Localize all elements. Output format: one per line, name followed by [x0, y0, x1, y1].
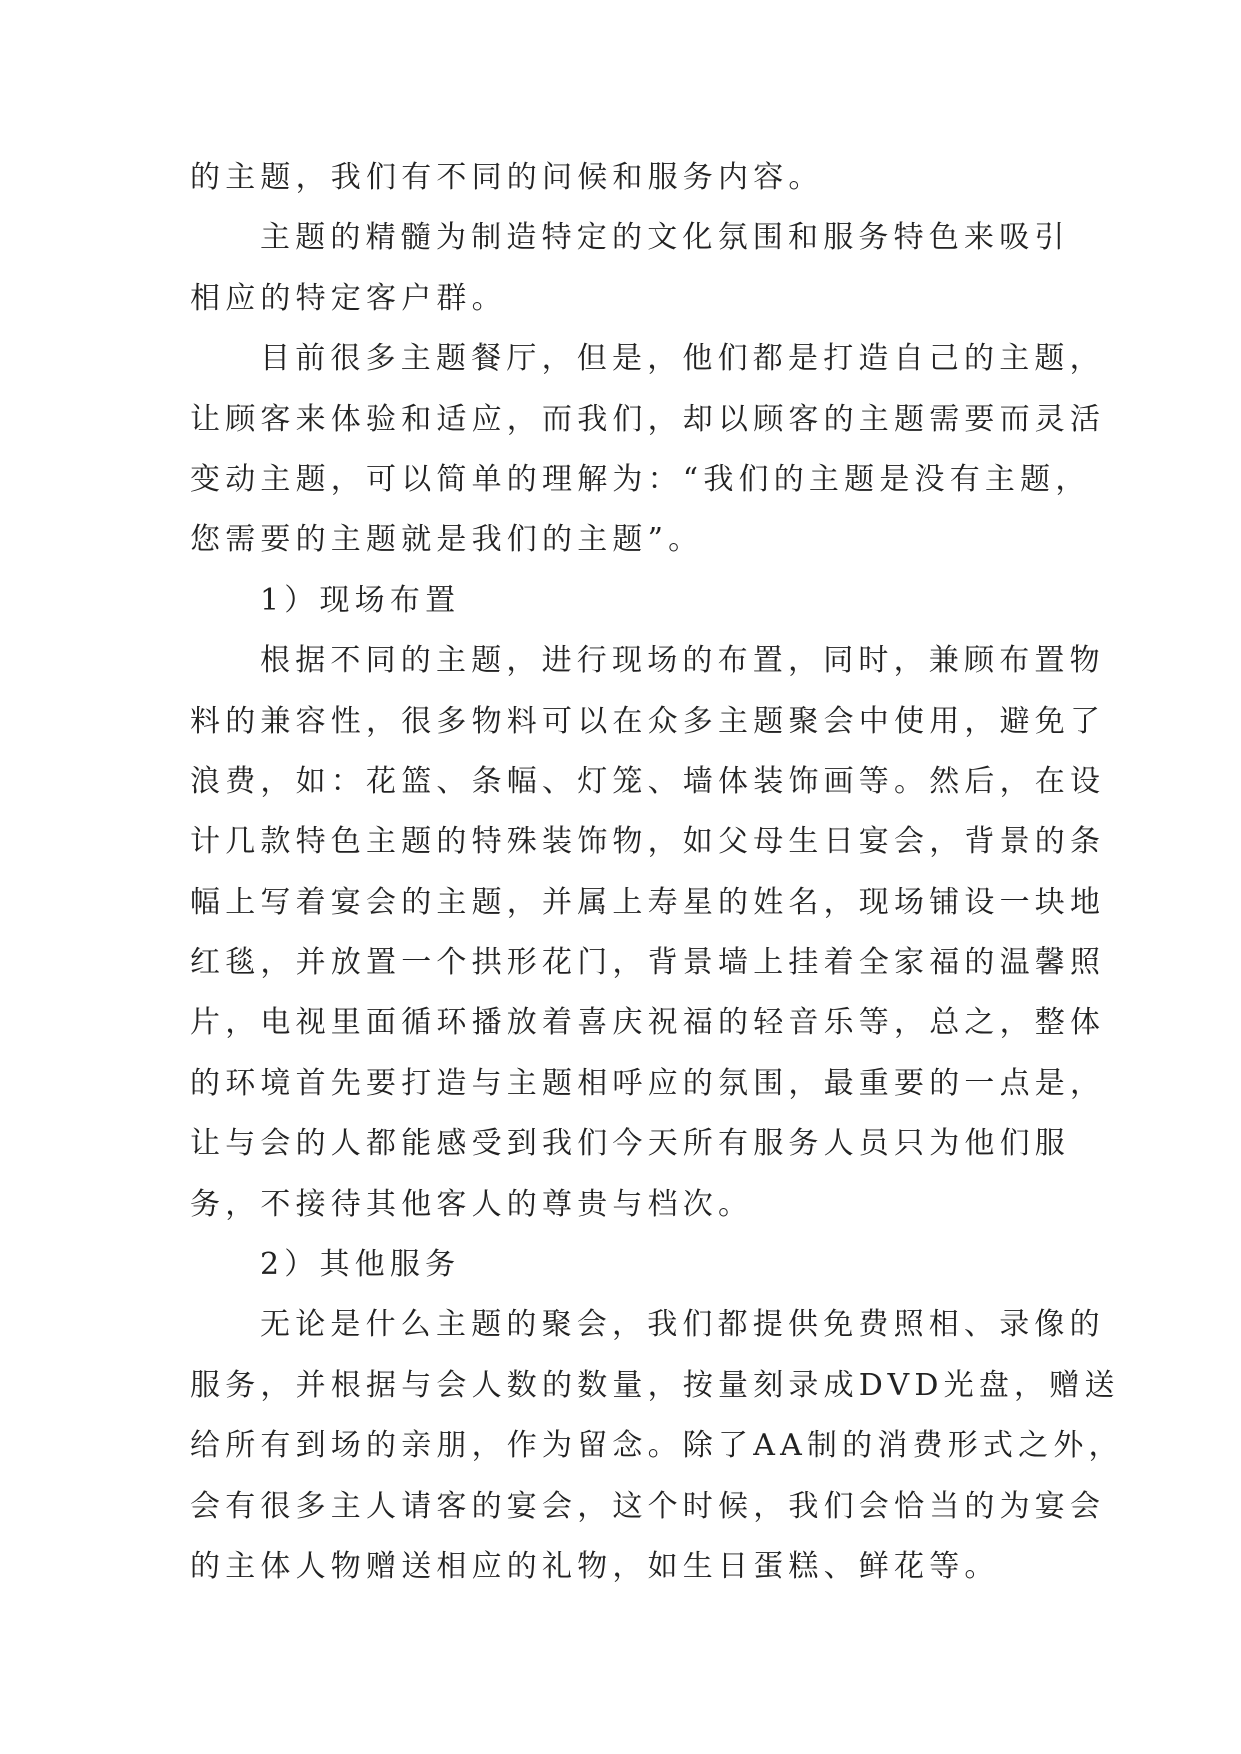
document-body — [190, 148, 1124, 1597]
text-line: 相应的特定客户群。 — [190, 280, 507, 316]
text-line: 红毯，并放置一个拱形花门，背景墙上挂着全家福的温馨照 — [190, 945, 1106, 981]
text-line: 让顾客来体验和适应，而我们，却以顾客的主题需要而灵活 — [190, 401, 1106, 437]
text-line: 的主题，我们有不同的问候和服务内容。 — [190, 160, 824, 195]
section-heading: 2）其他服务 — [260, 1247, 461, 1283]
text-line: 务，不接待其他客人的尊贵与档次。 — [190, 1186, 754, 1222]
section-heading: 1）现场布置 — [260, 582, 461, 618]
text-line: 服务，并根据与会人数的数量，按量刻录成DVD光盘，赠送 — [190, 1367, 1120, 1403]
text-line: 无论是什么主题的聚会，我们都提供免费照相、录像的 — [260, 1307, 1105, 1343]
text-line: 浪费，如：花篮、条幅、灯笼、墙体装饰画等。然后，在设 — [190, 763, 1106, 799]
text-line: 变动主题，可以简单的理解为：“我们的主题是没有主题， — [190, 461, 1091, 497]
text-line: 您需要的主题就是我们的主题”。 — [190, 522, 704, 558]
text-line: 的环境首先要打造与主题相呼应的氛围，最重要的一点是， — [190, 1065, 1106, 1101]
text-line: 的主体人物赠送相应的礼物，如生日蛋糕、鲜花等。 — [190, 1548, 1000, 1584]
text-line: 让与会的人都能感受到我们今天所有服务人员只为他们服 — [190, 1126, 1070, 1162]
text-line: 给所有到场的亲朋，作为留念。除了AA制的消费形式之外， — [190, 1428, 1124, 1464]
text-line: 主题的精髓为制造特定的文化氛围和服务特色来吸引 — [260, 220, 1070, 256]
text-line: 计几款特色主题的特殊装饰物，如父母生日宴会，背景的条 — [190, 824, 1106, 860]
text-line: 片，电视里面循环播放着喜庆祝福的轻音乐等，总之，整体 — [190, 1005, 1106, 1041]
text-line: 会有很多主人请客的宴会，这个时候，我们会恰当的为宴会 — [190, 1488, 1106, 1524]
text-line: 幅上写着宴会的主题，并属上寿星的姓名，现场铺设一块地 — [190, 884, 1106, 920]
text-line: 目前很多主题餐厅，但是，他们都是打造自己的主题， — [260, 341, 1105, 377]
text-line: 根据不同的主题，进行现场的布置，同时，兼顾布置物 — [260, 643, 1105, 679]
text-line: 料的兼容性，很多物料可以在众多主题聚会中使用，避免了 — [190, 703, 1106, 739]
